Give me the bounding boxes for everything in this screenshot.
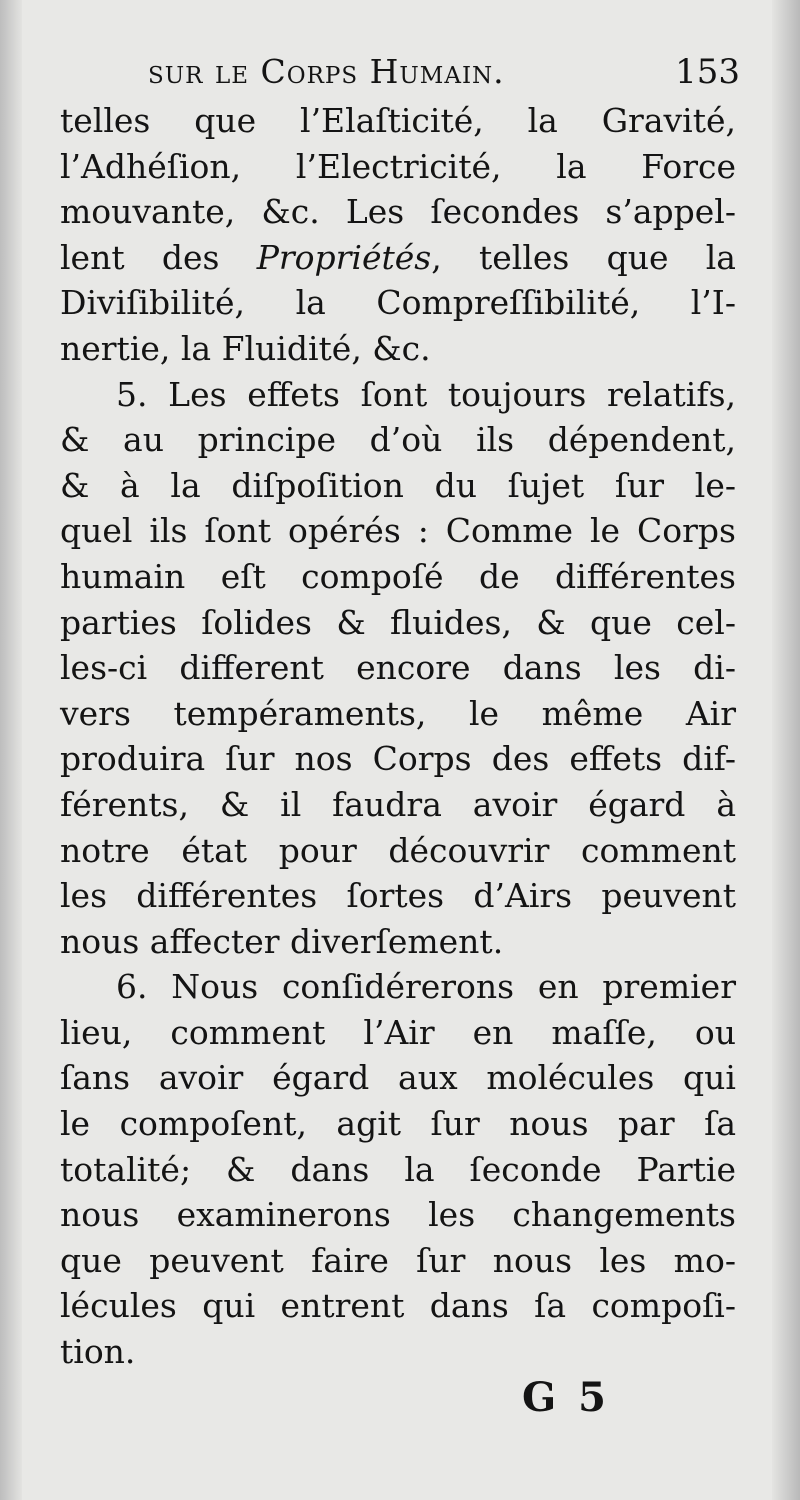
body-text [60, 98, 736, 1375]
text-line: & au principe d’où ils dépendent, [60, 420, 736, 460]
text-line: telles que l’Elaſticité, la Gravité, [60, 101, 736, 140]
text-line: totalité; & dans la ſeconde Partie [60, 1149, 736, 1189]
text-fragment: , telles que la [431, 237, 736, 277]
text-line: le compoſent, agit ſur nous par ſa [60, 1104, 736, 1144]
text-line: les différentes ſortes d’Airs peuvent [60, 876, 736, 916]
text-line: vers tempéraments, le même Air [60, 693, 736, 733]
text-line: & à la diſpoſition du ſujet ſur le- [60, 465, 736, 505]
text-line: que peuvent faire ſur nous les mo- [60, 1240, 736, 1280]
text-fragment: lent des [60, 237, 220, 277]
text-line: nous affecter diverſement. [60, 921, 504, 961]
text-line: mouvante, &c. Les ſecondes s’appel- [60, 192, 736, 232]
text-line: nous examinerons les changements [60, 1195, 736, 1235]
paragraph-5-start: 5. Les effets ſont toujours relatifs, [116, 374, 736, 414]
text-line: lécules qui entrent dans ſa compoſi- [60, 1286, 736, 1326]
text-line: Diviſibilité, la Compreſſibilité, l’I- [60, 283, 736, 323]
page-right-edge-shadow [772, 0, 800, 1500]
text-line: humain eſt compoſé de différentes [60, 556, 736, 596]
running-title: sur le Corps Humain. [148, 52, 505, 91]
text-line: notre état pour découvrir comment [60, 830, 736, 870]
signature-mark: G 5 [522, 1374, 610, 1421]
page-number: 153 [675, 52, 740, 92]
text-line: tion. [60, 1332, 136, 1372]
text-line: quel ils ſont opérés : Comme le Corps [60, 511, 736, 551]
text-line: ſans avoir égard aux molécules qui [60, 1058, 736, 1098]
italic-term: Propriétés [256, 237, 432, 277]
text-line: parties ſolides & fluides, & que cel- [60, 602, 736, 642]
paragraph-6-start: 6. Nous conſidérerons en premier [116, 967, 736, 1007]
text-line: férents, & il faudra avoir égard à [60, 784, 736, 824]
text-line: l’Adhéſion, l’Electricité, la Force [60, 146, 736, 186]
text-line: lieu, comment l’Air en maſſe, ou [60, 1012, 736, 1052]
text-line [60, 235, 736, 281]
text-line: nertie, la Fluidité, &c. [60, 328, 431, 368]
text-line: les-ci different encore dans les di- [60, 648, 736, 688]
text-line: produira ſur nos Corps des effets dif- [60, 739, 736, 779]
page-left-edge-shadow [0, 0, 22, 1500]
